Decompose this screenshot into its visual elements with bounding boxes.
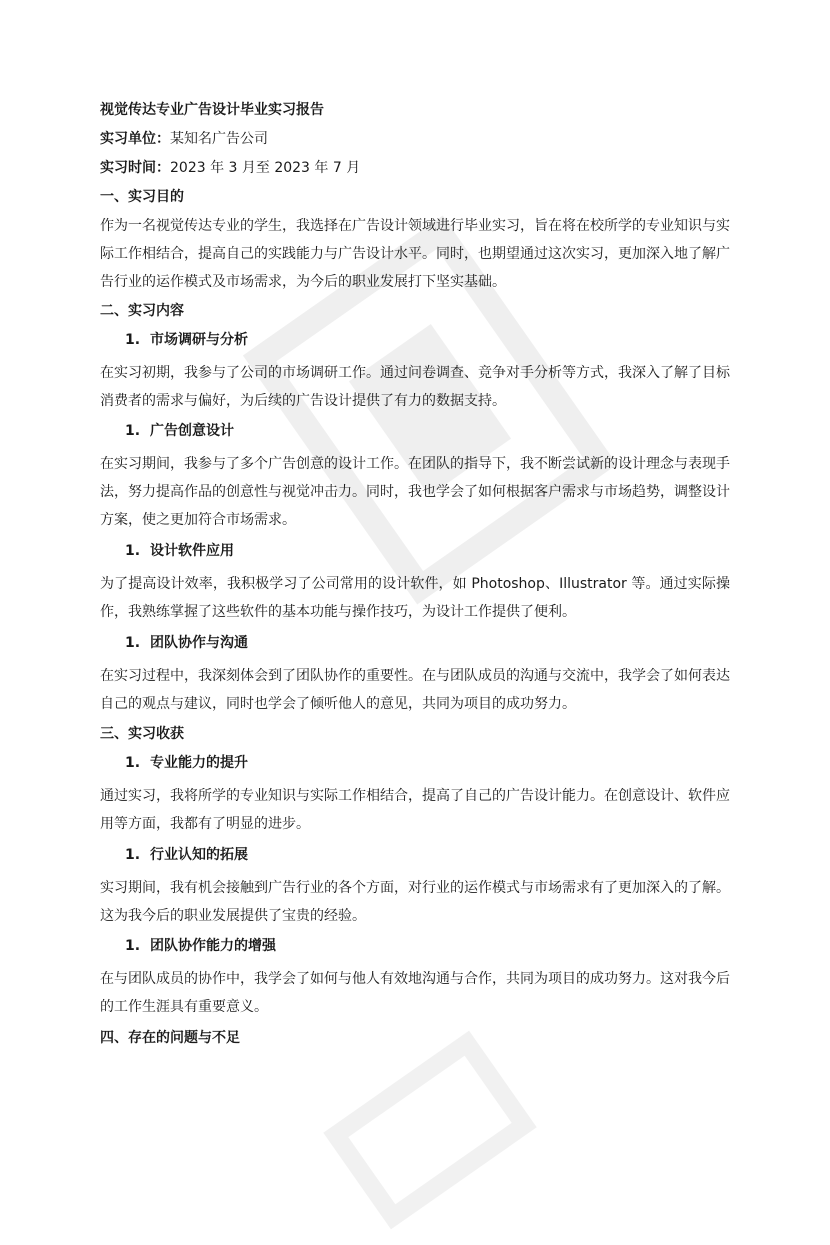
time-label: 实习时间：	[100, 160, 170, 176]
paragraph-software: 为了提高设计效率，我积极学习了公司常用的设计软件，如 Photoshop、Illustrator 等。通过实际操作，我熟练掌握了这些软件的基本功能与操作技巧，为设计工作提供了便利。	[100, 576, 730, 620]
subheading-professional-ability: 1. 专业能力的提升	[125, 755, 248, 771]
watermark-logo-bottom	[308, 1015, 552, 1244]
subheading-team-ability: 1. 团队协作能力的增强	[125, 938, 276, 954]
section-heading-3: 三、实习收获	[100, 726, 184, 742]
subheading-software: 1. 设计软件应用	[125, 543, 234, 559]
subheading-market-research: 1. 市场调研与分析	[125, 332, 248, 348]
paragraph-creative-design: 在实习期间，我参与了多个广告创意的设计工作。在团队的指导下，我不断尝试新的设计理念与表现手法，努力提高作品的创意性与视觉冲击力。同时，我也学会了如何根据客户需求与市场趋势，调整设计方案，使之更加符合市场需求。	[100, 456, 730, 528]
unit-value: 某知名广告公司	[170, 131, 268, 147]
paragraph-team-ability: 在与团队成员的协作中，我学会了如何与他人有效地沟通与合作，共同为项目的成功努力。这对我今后的工作生涯具有重要意义。	[100, 971, 730, 1015]
unit-label: 实习单位：	[100, 131, 170, 147]
internship-unit	[100, 129, 268, 149]
section-heading-4: 四、存在的问题与不足	[100, 1030, 240, 1046]
section-1-paragraph: 作为一名视觉传达专业的学生，我选择在广告设计领域进行毕业实习，旨在将在校所学的专业知识与实际工作相结合，提高自己的实践能力与广告设计水平。同时，也期望通过这次实习，更加深入地了解广告行业的运作模式及市场需求，为今后的职业发展打下坚实基础。	[100, 218, 730, 290]
paragraph-industry-cognition: 实习期间，我有机会接触到广告行业的各个方面，对行业的运作模式与市场需求有了更加深入的了解。这为我今后的职业发展提供了宝贵的经验。	[100, 880, 730, 924]
paragraph-teamwork: 在实习过程中，我深刻体会到了团队协作的重要性。在与团队成员的沟通与交流中，我学会了如何表达自己的观点与建议，同时也学会了倾听他人的意见，共同为项目的成功努力。	[100, 668, 730, 712]
section-heading-2: 二、实习内容	[100, 303, 184, 319]
document-title: 视觉传达专业广告设计毕业实习报告	[100, 102, 324, 118]
paragraph-professional-ability: 通过实习，我将所学的专业知识与实际工作相结合，提高了自己的广告设计能力。在创意设计、软件应用等方面，我都有了明显的进步。	[100, 788, 730, 832]
subheading-industry-cognition: 1. 行业认知的拓展	[125, 847, 248, 863]
paragraph-market-research: 在实习初期，我参与了公司的市场调研工作。通过问卷调查、竞争对手分析等方式，我深入了解了目标消费者的需求与偏好，为后续的广告设计提供了有力的数据支持。	[100, 365, 730, 409]
subheading-creative-design: 1. 广告创意设计	[125, 423, 234, 439]
subheading-teamwork: 1. 团队协作与沟通	[125, 635, 248, 651]
section-heading-1: 一、实习目的	[100, 189, 184, 205]
internship-time	[100, 158, 360, 178]
time-value: 2023 年 3 月至 2023 年 7 月	[170, 160, 361, 176]
